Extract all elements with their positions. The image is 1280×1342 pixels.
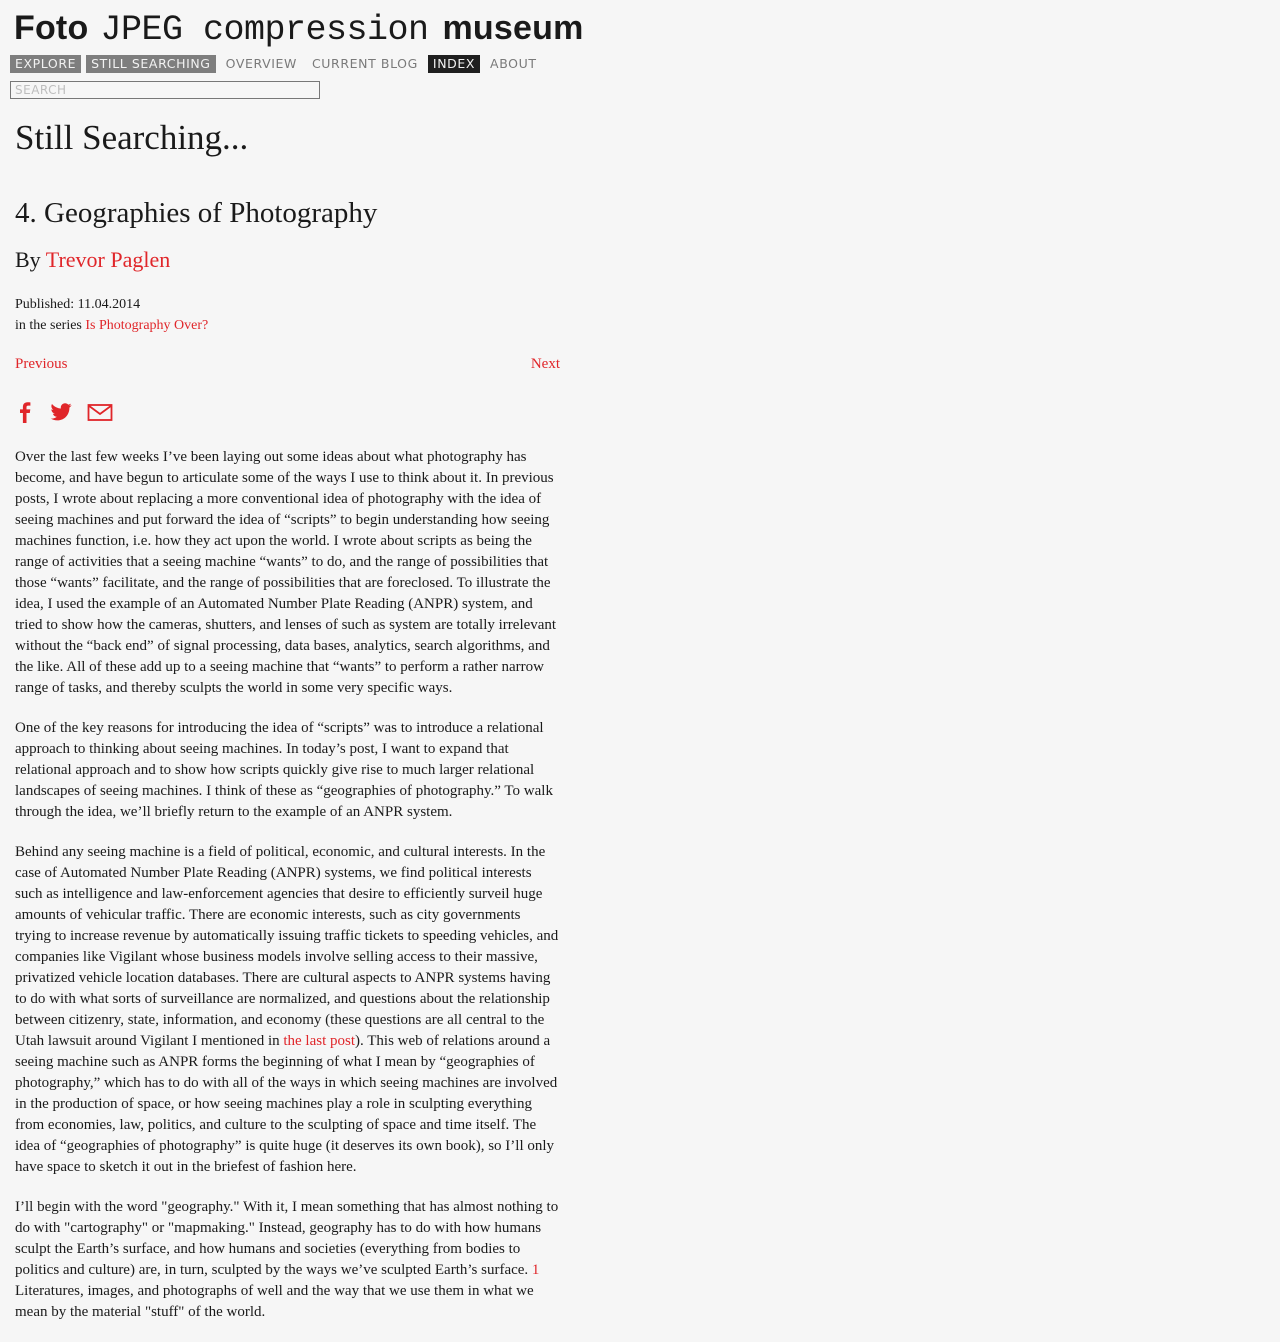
next-link[interactable]: Next bbox=[530, 356, 560, 372]
published-label: Published: bbox=[15, 297, 75, 312]
series-link[interactable]: Is Photography Over? bbox=[85, 318, 209, 333]
paragraph-2: One of the key reasons for introducing the idea of “scripts” was to introduce a relational approach to thinking about seeing machines. In today’s post, I want to expand that relational approach and to show how scripts quickly give rise to much larger relational landscapes of seeing machines. I think of these as “geographies of photography.” To walk through the idea, we’ll briefly return to the example of an ANPR system. bbox=[15, 720, 553, 820]
main-nav bbox=[10, 55, 547, 73]
nav-index[interactable]: INDEX bbox=[428, 55, 480, 73]
mail-icon[interactable] bbox=[87, 400, 113, 424]
article-body bbox=[15, 447, 560, 1323]
logo-foto: Foto bbox=[14, 9, 89, 47]
logo-museum: museum bbox=[442, 9, 584, 47]
nav-explore[interactable]: EXPLORE bbox=[10, 55, 81, 73]
footnote-link-1[interactable]: 1 bbox=[531, 1262, 540, 1278]
article-title: 4. Geographies of Photography bbox=[15, 197, 378, 229]
paragraph-4-text-a: I’ll begin with the word "geography." With it, I mean something that has almost nothing to do with "cartography" or "mapmaking." Instead, geography has to do with how humans sculpt the Earth’s surface, and how humans and societies (everything from bodies to politics and culture) are, in turn, sculpted by the ways we’ve sculpted Earth’s surface. bbox=[15, 1199, 559, 1278]
last-post-link[interactable]: the last post bbox=[283, 1033, 356, 1049]
share-bar bbox=[15, 399, 560, 425]
paragraph-4-text-b: Literatures, images, and photographs of well and the way that we use them in what we mean by the material "stuff" of the world. bbox=[15, 1283, 534, 1320]
search-input[interactable] bbox=[10, 81, 320, 99]
site-logo[interactable] bbox=[14, 8, 584, 50]
by-label: By bbox=[15, 247, 41, 272]
published-date: 11.04.2014 bbox=[77, 297, 141, 312]
paragraph-3-text-b: ). This web of relations around a seeing machine such as ANPR forms the beginning of what I mean by “geographies of photography,” which has to do with all of the ways in which seeing machines are involved in the production of space, or how seeing machines play a role in sculpting everything from economies, law, politics, and culture to the sculpting of space and time itself. The idea of “geographies of photography” is quite huge (it deserves its own book), so I’ll only have space to sketch it out in the briefest of fashion here. bbox=[15, 1033, 558, 1175]
byline bbox=[15, 245, 560, 275]
nav-still-searching[interactable]: STILL SEARCHING bbox=[86, 55, 215, 73]
facebook-icon[interactable] bbox=[15, 400, 35, 424]
logo-jpeg-compression: JPEG compression bbox=[100, 10, 429, 50]
published-line bbox=[15, 294, 560, 315]
paragraph-1: Over the last few weeks I’ve been laying out some ideas about what photography has become, and have begun to articulate some of the ways I use to think about it. In previous posts, I wrote about replacing a more conventional idea of photography with the idea of seeing machines and put forward the idea of “scripts” to begin understanding how seeing machines function, i.e. how they act upon the world. I wrote about scripts as being the range of activities that a seeing machine “wants” to do, and the range of possibilities that those “wants” facilitate, and the range of possibilities that are foreclosed. To illustrate the idea, I used the example of an Automated Number Plate Reading (ANPR) system, and tried to show how the cameras, shutters, and lenses of such as system are totally irrelevant without the “back end” of signal processing, data bases, analytics, search algorithms, and the like. All of these add up to a seeing machine that “wants” to perform a rather narrow range of tasks, and thereby sculpts the world in some very specific ways. bbox=[15, 449, 557, 696]
paragraph-4 bbox=[15, 1197, 560, 1323]
nav-about[interactable]: ABOUT bbox=[490, 56, 537, 71]
section-title: Still Searching... bbox=[15, 118, 249, 157]
pagination bbox=[15, 354, 560, 374]
twitter-icon[interactable] bbox=[49, 400, 73, 424]
nav-current-blog[interactable]: CURRENT BLOG bbox=[311, 56, 418, 71]
author-link[interactable]: Trevor Paglen bbox=[45, 247, 171, 272]
previous-link[interactable]: Previous bbox=[15, 356, 68, 372]
series-line bbox=[15, 315, 560, 336]
nav-overview[interactable]: OVERVIEW bbox=[225, 56, 297, 71]
article-meta bbox=[15, 294, 560, 336]
series-label: in the series bbox=[15, 318, 82, 333]
paragraph-3-text-a: Behind any seeing machine is a field of political, economic, and cultural interests. In the case of Automated Number Plate Reading (ANPR) systems, we find political interests such as intelligence and law-enforcement agencies that desire to efficiently surveil huge amounts of vehicular traffic. There are economic interests, such as city governments trying to increase revenue by automatically issuing traffic tickets to speeding vehicles, and companies like Vigilant whose business models involve selling access to their massive, privatized vehicle location databases. There are cultural aspects to ANPR systems having to do with what sorts of surveillance are normalized, and questions about the relationship between citizenry, state, information, and economy (these questions are all central to the Utah lawsuit around Vigilant I mentioned in bbox=[15, 844, 559, 1049]
paragraph-3 bbox=[15, 842, 560, 1178]
main-content bbox=[15, 115, 560, 1342]
